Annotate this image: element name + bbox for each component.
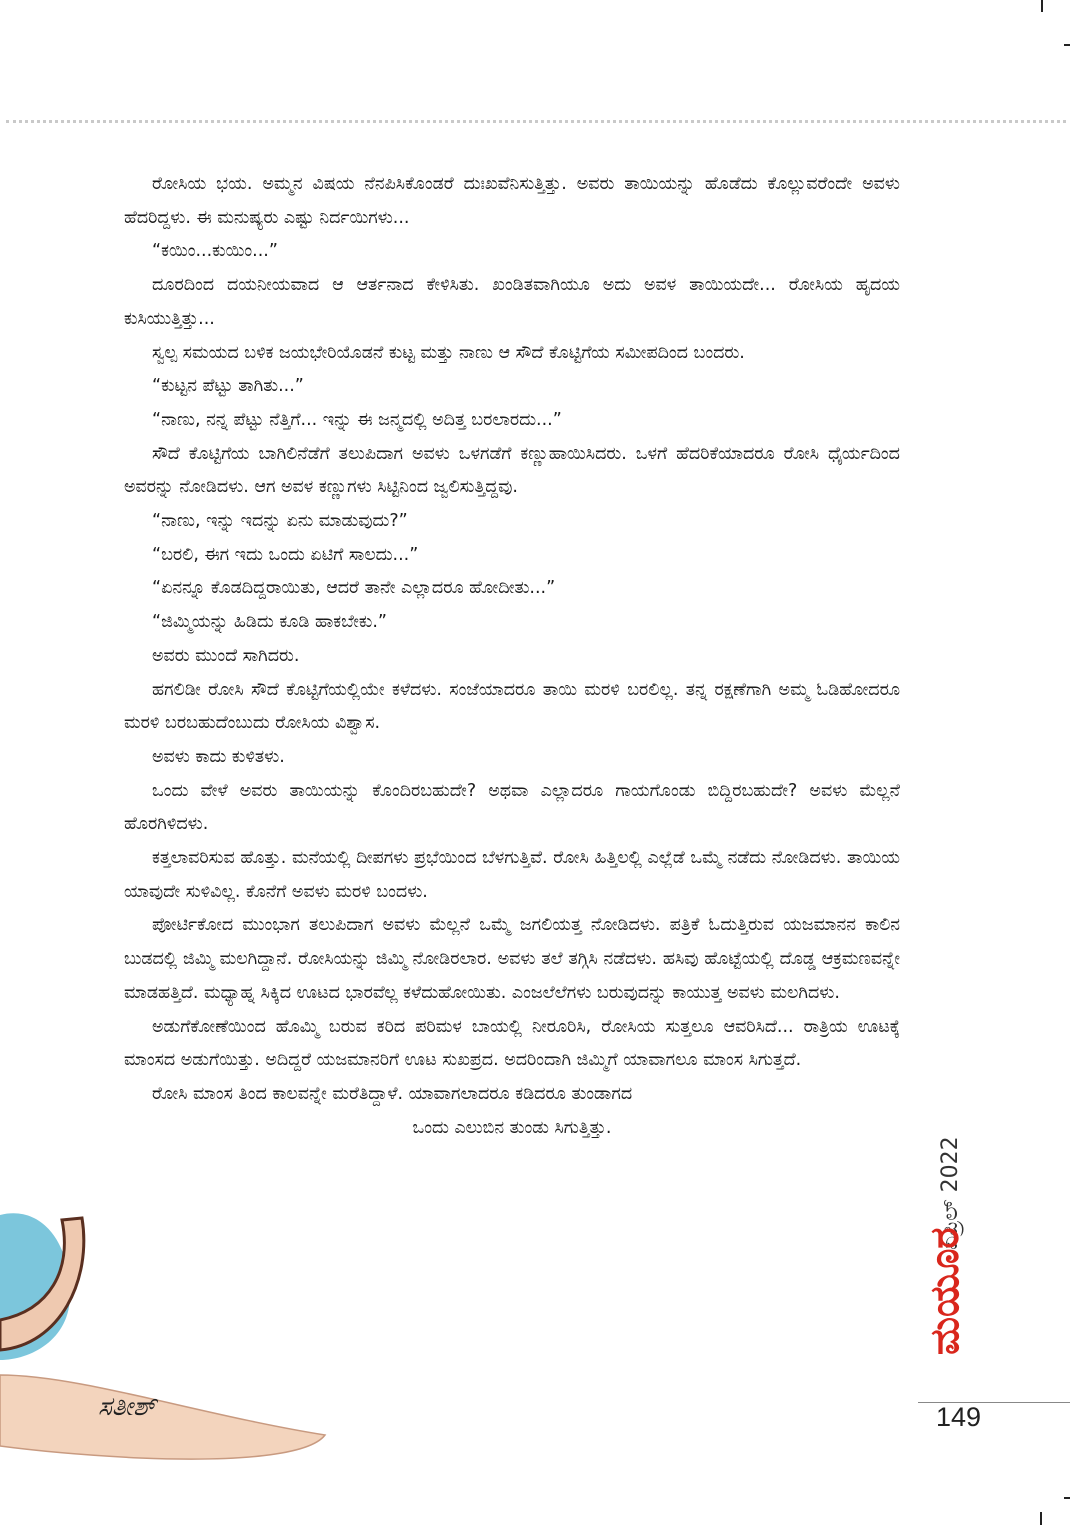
magazine-name: ಮಯೂರ [922,1227,968,1355]
paragraph: “ಬರಲಿ, ಈಗ ಇದು ಒಂದು ಏಟಿಗೆ ಸಾಲದು...” [152,544,419,565]
paragraph: ಒಂದು ವೇಳೆ ಅವರು ತಾಯಿಯನ್ನು ಕೊಂದಿರಬಹುದೇ? ಅಥವಾ ಎಲ್ಲಾದರೂ ಗಾಯಗೊಂಡು ಬಿದ್ದಿರಬಹುದೇ? ಅವಳು ಮೆಲ್ಲನೆ ಹೊರಗಿಳಿದಳು. [124,780,900,835]
paragraph: ಅವಳು ಕಾದು ಕುಳಿತಳು. [152,746,285,767]
paragraph: ಅಡುಗೆಕೋಣೆಯಿಂದ ಹೊಮ್ಮಿ ಬರುವ ಕರಿದ ಪರಿಮಳ ಬಾಯಲ್ಲಿ ನೀರೂರಿಸಿ, ರೋಸಿಯ ಸುತ್ತಲೂ ಆವರಿಸಿದೆ... ರಾತ್ರಿಯ ಊಟಕ್ಕೆ ಮಾಂಸದ ಅಡುಗೆಯಿತ್ತು. ಅದಿದ್ದರೆ ಯಜಮಾನರಿಗೆ ಊಟ ಸುಖಪ್ರದ. ಅದರಿಂದಾಗಿ ಜಿಮ್ಮಿಗೆ ಯಾವಾಗಲೂ ಮಾಂಸ ಸಿಗುತ್ತದೆ. [124,1016,900,1071]
paragraph: ರೋಸಿ ಮಾಂಸ ತಿಂದ ಕಾಲವನ್ನೇ ಮರೆತಿದ್ದಾಳೆ. ಯಾವಾಗಲಾದರೂ ಕಡಿದರೂ ತುಂಡಾಗದ [152,1083,633,1104]
paragraph: “ನಾಣು, ನನ್ನ ಪೆಟ್ಟು ನೆತ್ತಿಗೆ... ಇನ್ನು ಈ ಜನ್ಮದಲ್ಲಿ ಅದಿತ್ತ ಬರಲಾರದು...” [152,409,562,430]
artist-signature: ಸತೀಶ್ [98,1392,156,1422]
paragraph: “ಜಿಮ್ಮಿಯನ್ನು ಹಿಡಿದು ಕೂಡಿ ಹಾಕಬೇಕು.” [152,612,387,633]
paragraph: ಸೌದೆ ಕೊಟ್ಟಿಗೆಯ ಬಾಗಿಲಿನೆಡೆಗೆ ತಲುಪಿದಾಗ ಅವಳು ಒಳಗಡೆಗೆ ಕಣ್ಣುಹಾಯಿಸಿದರು. ಒಳಗೆ ಹೆದರಿಕೆಯಾದರೂ ರೋಸಿ ಧೈರ್ಯದಿಂದ ಅವರನ್ನು ನೋಡಿದಳು. ಆಗ ಅವಳ ಕಣ್ಣುಗಳು ಸಿಟ್ಟಿನಿಂದ ಜ್ವಲಿಸುತ್ತಿದ್ದವು. [124,443,900,498]
paragraph: ಹಗಲಿಡೀ ರೋಸಿ ಸೌದೆ ಕೊಟ್ಟಿಗೆಯಲ್ಲಿಯೇ ಕಳೆದಳು. ಸಂಜೆಯಾದರೂ ತಾಯಿ ಮರಳಿ ಬರಲಿಲ್ಲ. ತನ್ನ ರಕ್ಷಣೆಗಾಗಿ ಅಮ್ಮ ಓಡಿಹೋದರೂ ಮರಳಿ ಬರಬಹುದೆಂಬುದು ರೋಸಿಯ ವಿಶ್ವಾಸ. [124,679,900,734]
running-sidebar [898,1120,978,1355]
page-number: 149 [936,1402,982,1432]
paragraph: “ಕಯಿಂ...ಕುಯಿಂ...” [152,241,278,262]
paragraph: “ಕುಟ್ಟನ ಪೆಟ್ಟು ತಾಗಿತು...” [152,376,304,397]
paragraph: ಸ್ವಲ್ಪ ಸಮಯದ ಬಳಿಕ ಜಯಭೇರಿಯೊಡನೆ ಕುಟ್ಟ ಮತ್ತು ನಾಣು ಆ ಸೌದೆ ಕೊಟ್ಟಿಗೆಯ ಸಮೀಪದಿಂದ ಬಂದರು. [152,342,745,363]
paragraph: ರೋಸಿಯ ಭಯ. ಅಮ್ಮನ ವಿಷಯ ನೆನಪಿಸಿಕೊಂಡರೆ ದುಃಖವೆನಿಸುತ್ತಿತ್ತು. ಅವರು ತಾಯಿಯನ್ನು ಹೊಡೆದು ಕೊಲ್ಲುವರೆಂದೇ ಅವಳು ಹೆದರಿದ್ದಳು. ಈ ಮನುಷ್ಯರು ಎಷ್ಟು ನಿರ್ದಯಿಗಳು... [124,174,900,228]
header-dotted-rule [6,120,1066,123]
crop-mark [1040,1512,1042,1525]
paragraph: “ಏನನ್ನೂ ಕೊಡದಿದ್ದರಾಯಿತು, ಆದರೆ ತಾನೇ ಎಲ್ಲಾದರೂ ಹೋದೀತು...” [152,578,556,599]
crop-mark [1064,1497,1070,1499]
crop-mark [1064,44,1070,46]
paragraph: “ನಾಣು, ಇನ್ನು ಇದನ್ನು ಏನು ಮಾಡುವುದು?” [152,511,408,532]
paragraph: ದೂರದಿಂದ ದಯನೀಯವಾದ ಆ ಆರ್ತನಾದ ಕೇಳಿಸಿತು. ಖಂಡಿತವಾಗಿಯೂ ಅದು ಅವಳ ತಾಯಿಯದೇ... ರೋಸಿಯ ಹೃದಯ ಕುಸಿಯುತ್ತಿತ್ತು... [124,275,900,329]
closing-line: ಒಂದು ಎಲುಬಿನ ತುಂಡು ಸಿಗುತ್ತಿತ್ತು. [412,1117,612,1138]
paragraph: ಕತ್ತಲಾವರಿಸುವ ಹೊತ್ತು. ಮನೆಯಲ್ಲಿ ದೀಪಗಳು ಪ್ರಭೆಯಿಂದ ಬೆಳಗುತ್ತಿವೆ. ರೋಸಿ ಹಿತ್ತಿಲಲ್ಲಿ ಎಲ್ಲೆಡೆ ಒಮ್ಮೆ ನಡೆದು ನೋಡಿದಳು. ತಾಯಿಯ ಯಾವುದೇ ಸುಳಿವಿಲ್ಲ. ಕೊನೆಗೆ ಅವಳು ಮರಳಿ ಬಂದಳು. [124,848,900,902]
paragraph: ಅವರು ಮುಂದೆ ಸಾಗಿದರು. [152,645,300,666]
story-body [124,168,900,1145]
crop-mark [1041,0,1043,12]
illustration [0,1200,330,1490]
arm-shape [0,1375,325,1459]
paragraph: ಪೋರ್ಟಿಕೋದ ಮುಂಭಾಗ ತಲುಪಿದಾಗ ಅವಳು ಮೆಲ್ಲನೆ ಒಮ್ಮೆ ಜಗಲಿಯತ್ತ ನೋಡಿದಳು. ಪತ್ರಿಕೆ ಓದುತ್ತಿರುವ ಯಜಮಾನನ ಕಾಲಿನ ಬುಡದಲ್ಲಿ ಜಿಮ್ಮಿ ಮಲಗಿದ್ದಾನೆ. ರೋಸಿಯನ್ನು ಜಿಮ್ಮಿ ನೋಡಿರಲಾರ. ಅವಳು ತಲೆ ತಗ್ಗಿಸಿ ನಡೆದಳು. ಹಸಿವು ಹೊಟ್ಟೆಯಲ್ಲಿ ದೊಡ್ಡ ಆಕ್ರಮಣವನ್ನೇ ಮಾಡಹತ್ತಿದೆ. ಮಧ್ಯಾಹ್ನ ಸಿಕ್ಕಿದ ಊಟದ ಭಾರವೆಲ್ಲ ಕಳೆದುಹೋಯಿತು. ಎಂಜಲೆಲೆಗಳು ಬರುವುದನ್ನು ಕಾಯುತ್ತ ಅವಳು ಮಲಗಿದಳು. [124,915,900,1003]
issue-date: ಏಪ್ರಿಲ್ 2022 [938,1136,963,1250]
